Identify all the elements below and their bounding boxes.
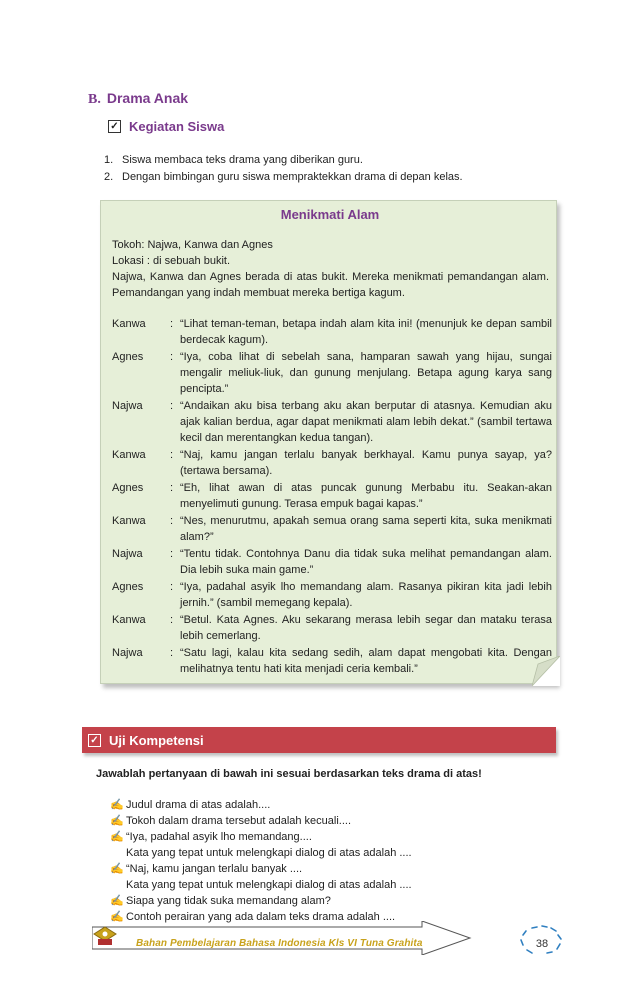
- uji-title: Uji Kompetensi: [109, 732, 204, 748]
- list-item: ✍ “Iya, padahal asyik lho memandang....: [110, 831, 312, 843]
- section-letter: B.: [88, 92, 101, 107]
- list-item: ✍ “Naj, kamu jangan terlalu banyak ....: [110, 863, 303, 875]
- list-item: ✍ Tokoh dalam drama tersebut adalah kecuali....: [110, 815, 352, 827]
- list-item: ✍ Judul drama di atas adalah....: [110, 799, 271, 811]
- dialog-line: Agnes : “Iya, coba lihat di sebelah sana, hamparan sawah yang hijau, sungai mengalir meliuk-liuk, dan gunung menjulang. Betapa agung karya sang pencipta.”: [112, 351, 552, 395]
- pencil-icon: ✍: [110, 863, 124, 875]
- school-logo-icon: [92, 925, 118, 949]
- cast-line: Tokoh: Najwa, Kanwa dan Agnes: [112, 239, 273, 251]
- pencil-icon: ✍: [110, 831, 124, 843]
- list-item-continuation: Kata yang tepat untuk melengkapi dialog di atas adalah ....: [126, 847, 412, 859]
- location-line: Lokasi : di sebuah bukit.: [112, 255, 231, 267]
- dialog-line: Agnes : “Eh, lihat awan di atas puncak gunung Merbabu itu. Seakan-akan menyelimuti gunung. Terasa empuk bagai kapas.”: [112, 482, 552, 510]
- dialog-line: Najwa : “Tentu tidak. Contohnya Danu dia tidak suka melihat pemandangan alam. Dia lebih suka main game.”: [112, 548, 552, 576]
- list-item: 1. Siswa membaca teks drama yang diberikan guru.: [104, 154, 363, 166]
- page-number: 38: [535, 938, 549, 950]
- question-list: [110, 797, 412, 925]
- dialog-line: Kanwa : “Naj, kamu jangan terlalu banyak berkhayal. Kamu punya sayap, ya? (tertawa bersama).: [112, 449, 552, 477]
- uji-instruction: Jawablah pertanyaan di bawah ini sesuai berdasarkan teks drama di atas!: [96, 768, 482, 780]
- drama-title: Menikmati Alam: [280, 207, 380, 222]
- pencil-icon: ✍: [110, 895, 124, 907]
- dialog-line: Najwa : “Satu lagi, kalau kita sedang sedih, alam dapat mengobati kita. Dengan melihatnya tentu hati kita menjadi ceria kembali.”: [112, 647, 552, 675]
- list-item-continuation: Kata yang tepat untuk melengkapi dialog di atas adalah ....: [126, 879, 412, 891]
- activity-heading: [108, 119, 224, 134]
- footer-title: Bahan Pembelajaran Bahasa Indonesia Kls VI Tuna Grahita: [136, 938, 423, 949]
- steps-list: [104, 152, 463, 186]
- checkbox-icon: ✓: [88, 734, 101, 747]
- pencil-icon: ✍: [110, 815, 124, 827]
- dialog-line: Agnes : “Iya, padahal asyik lho memandang alam. Rasanya pikiran kita jadi lebih jernih.” (sambil memegang kepala).: [112, 581, 552, 609]
- pencil-icon: ✍: [110, 799, 124, 811]
- dialog-line: Kanwa : “Nes, menurutmu, apakah semua orang sama seperti kita, suka menikmati alam?”: [112, 515, 552, 543]
- uji-heading-bar: [82, 727, 556, 753]
- section-title: Drama Anak: [106, 90, 189, 106]
- section-heading: [88, 90, 188, 108]
- list-item: 2. Dengan bimbingan guru siswa mempraktekkan drama di depan kelas.: [104, 171, 463, 183]
- activity-label: Kegiatan Siswa: [129, 119, 225, 134]
- dialog-line: Kanwa : “Lihat teman-teman, betapa indah alam kita ini! (menunjuk ke depan sambil berdecak kagum).: [112, 318, 552, 346]
- scene-description: Najwa, Kanwa dan Agnes berada di atas bukit. Mereka menikmati pemandangan alam. Pemandangan yang indah membuat mereka bertiga kagum.: [112, 271, 549, 299]
- checkbox-icon: ✓: [108, 120, 121, 133]
- pencil-icon: ✍: [110, 911, 124, 923]
- dialog-line: Najwa : “Andaikan aku bisa terbang aku akan berputar di atasnya. Kemudian aku ajak kalian berdua, agar dapat menikmati alam lebih dekat.” (sambil tertawa kecil dan merentangkan kedua tangan).: [112, 400, 552, 444]
- list-item: ✍ Contoh perairan yang ada dalam teks drama adalah ....: [110, 911, 396, 923]
- dialog-list: [112, 316, 552, 678]
- dialog-line: Kanwa : “Betul. Kata Agnes. Aku sekarang merasa lebih segar dan mataku terasa lebih cemerlang.: [112, 614, 552, 642]
- list-item: ✍ Siapa yang tidak suka memandang alam?: [110, 895, 331, 907]
- drama-intro: [112, 237, 549, 301]
